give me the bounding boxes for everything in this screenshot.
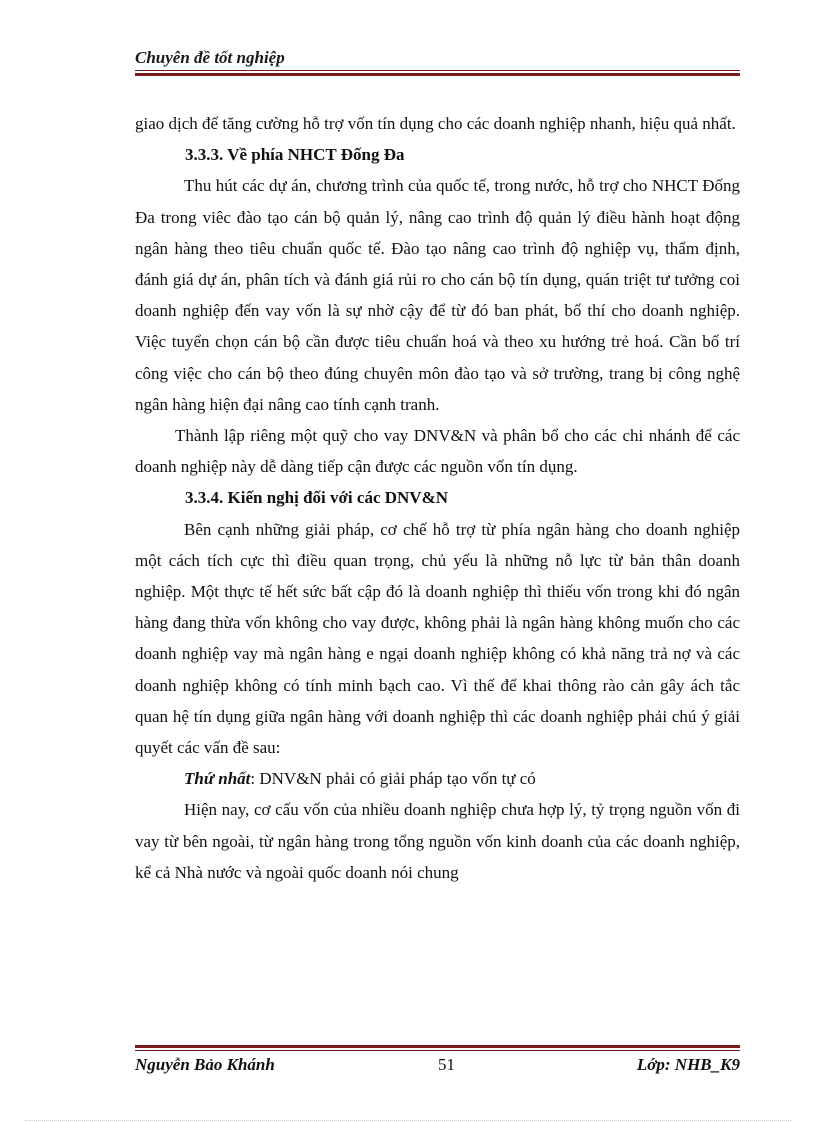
footer-author: Nguyễn Bảo Khánh (135, 1055, 275, 1074)
section-heading-3-3-3: 3.3.3. Về phía NHCT Đống Đa (185, 145, 405, 165)
document-footer (135, 1055, 740, 1077)
first-point-label: Thứ nhất (184, 769, 251, 789)
page-number: 51 (438, 1055, 455, 1074)
first-point-text: : DNV&N phải có giải pháp tạo vốn tự có (250, 769, 536, 789)
section-heading-3-3-4: 3.3.4. Kiến nghị đối với các DNV&N (185, 488, 449, 508)
paragraph-continuation: giao dịch để tăng cường hỗ trợ vốn tín dụng cho các doanh nghiệp nhanh, hiệu quả nhất. (135, 114, 736, 133)
document-header-title: Chuyên đề tốt nghiệp (135, 48, 285, 67)
paragraph-capital-structure: Hiện nay, cơ cấu vốn của nhiều doanh nghiệp chưa hợp lý, tỷ trọng nguồn vốn đi vay từ bên ngoài, từ ngân hàng trong tổng nguồn vốn kinh doanh của các doanh nghiệp, kể cả Nhà nước và ngoài quốc doanh nói chung (135, 800, 740, 882)
footer-divider (135, 1045, 740, 1051)
page-body (135, 108, 740, 888)
page-break-line (25, 1120, 791, 1121)
paragraph-enterprise-efforts: Bên cạnh những giải pháp, cơ chế hỗ trợ từ phía ngân hàng cho doanh nghiệp một cách tích cực thì điều quan trọng, chủ yếu là những nỗ lực từ bản thân doanh nghiệp. Một thực tế hết sức bất cập đó là doanh nghiệp thì thiếu vốn trong khi đó ngân hàng đang thừa vốn không cho vay được, không phải là ngân hàng không muốn cho các doanh nghiệp vay mà ngân hàng e ngại doanh nghiệp không có khả năng trả nợ và các doanh nghiệp không có tính minh bạch cao. Vì thế để khai thông rào cản gây ách tắc quan hệ tín dụng giữa ngân hàng với doanh nghiệp thì các doanh nghiệp phải chú ý giải quyết các vấn đề sau: (135, 519, 740, 758)
paragraph-loan-fund: Thành lập riêng một quỹ cho vay DNV&N và phân bổ cho các chi nhánh để các doanh nghiệp này dễ dàng tiếp cận được các nguồn vốn tín dụng. (135, 426, 740, 477)
paragraph-first-point (135, 763, 740, 794)
paragraph-nhct-dong-da: Thu hút các dự án, chương trình của quốc tế, trong nước, hỗ trợ cho NHCT Đống Đa trong viêc đào tạo cán bộ quản lý, nâng cao trình độ quản lý điều hành hoạt động ngân hàng theo tiêu chuẩn quốc tế. Đào tạo nâng cao trình độ nghiệp vụ, thẩm định, đánh giá dự án, phân tích và đánh giá rủi ro cho cán bộ tín dụng, quán triệt tư tưởng coi doanh nghiệp đến vay vốn là sự nhờ cậy để từ đó ban phát, bố thí cho doanh nghiệp. Việc tuyển chọn cán bộ cần được tiêu chuẩn hoá và theo xu hướng trẻ hoá. Cần bố trí công việc cho cán bộ theo đúng chuyên môn đào tạo và sở trường, trang bị công nghệ ngân hàng hiện đại nâng cao tính cạnh tranh. (135, 176, 740, 414)
header-divider (135, 70, 740, 76)
footer-class: Lớp: NHB_K9 (636, 1055, 740, 1074)
